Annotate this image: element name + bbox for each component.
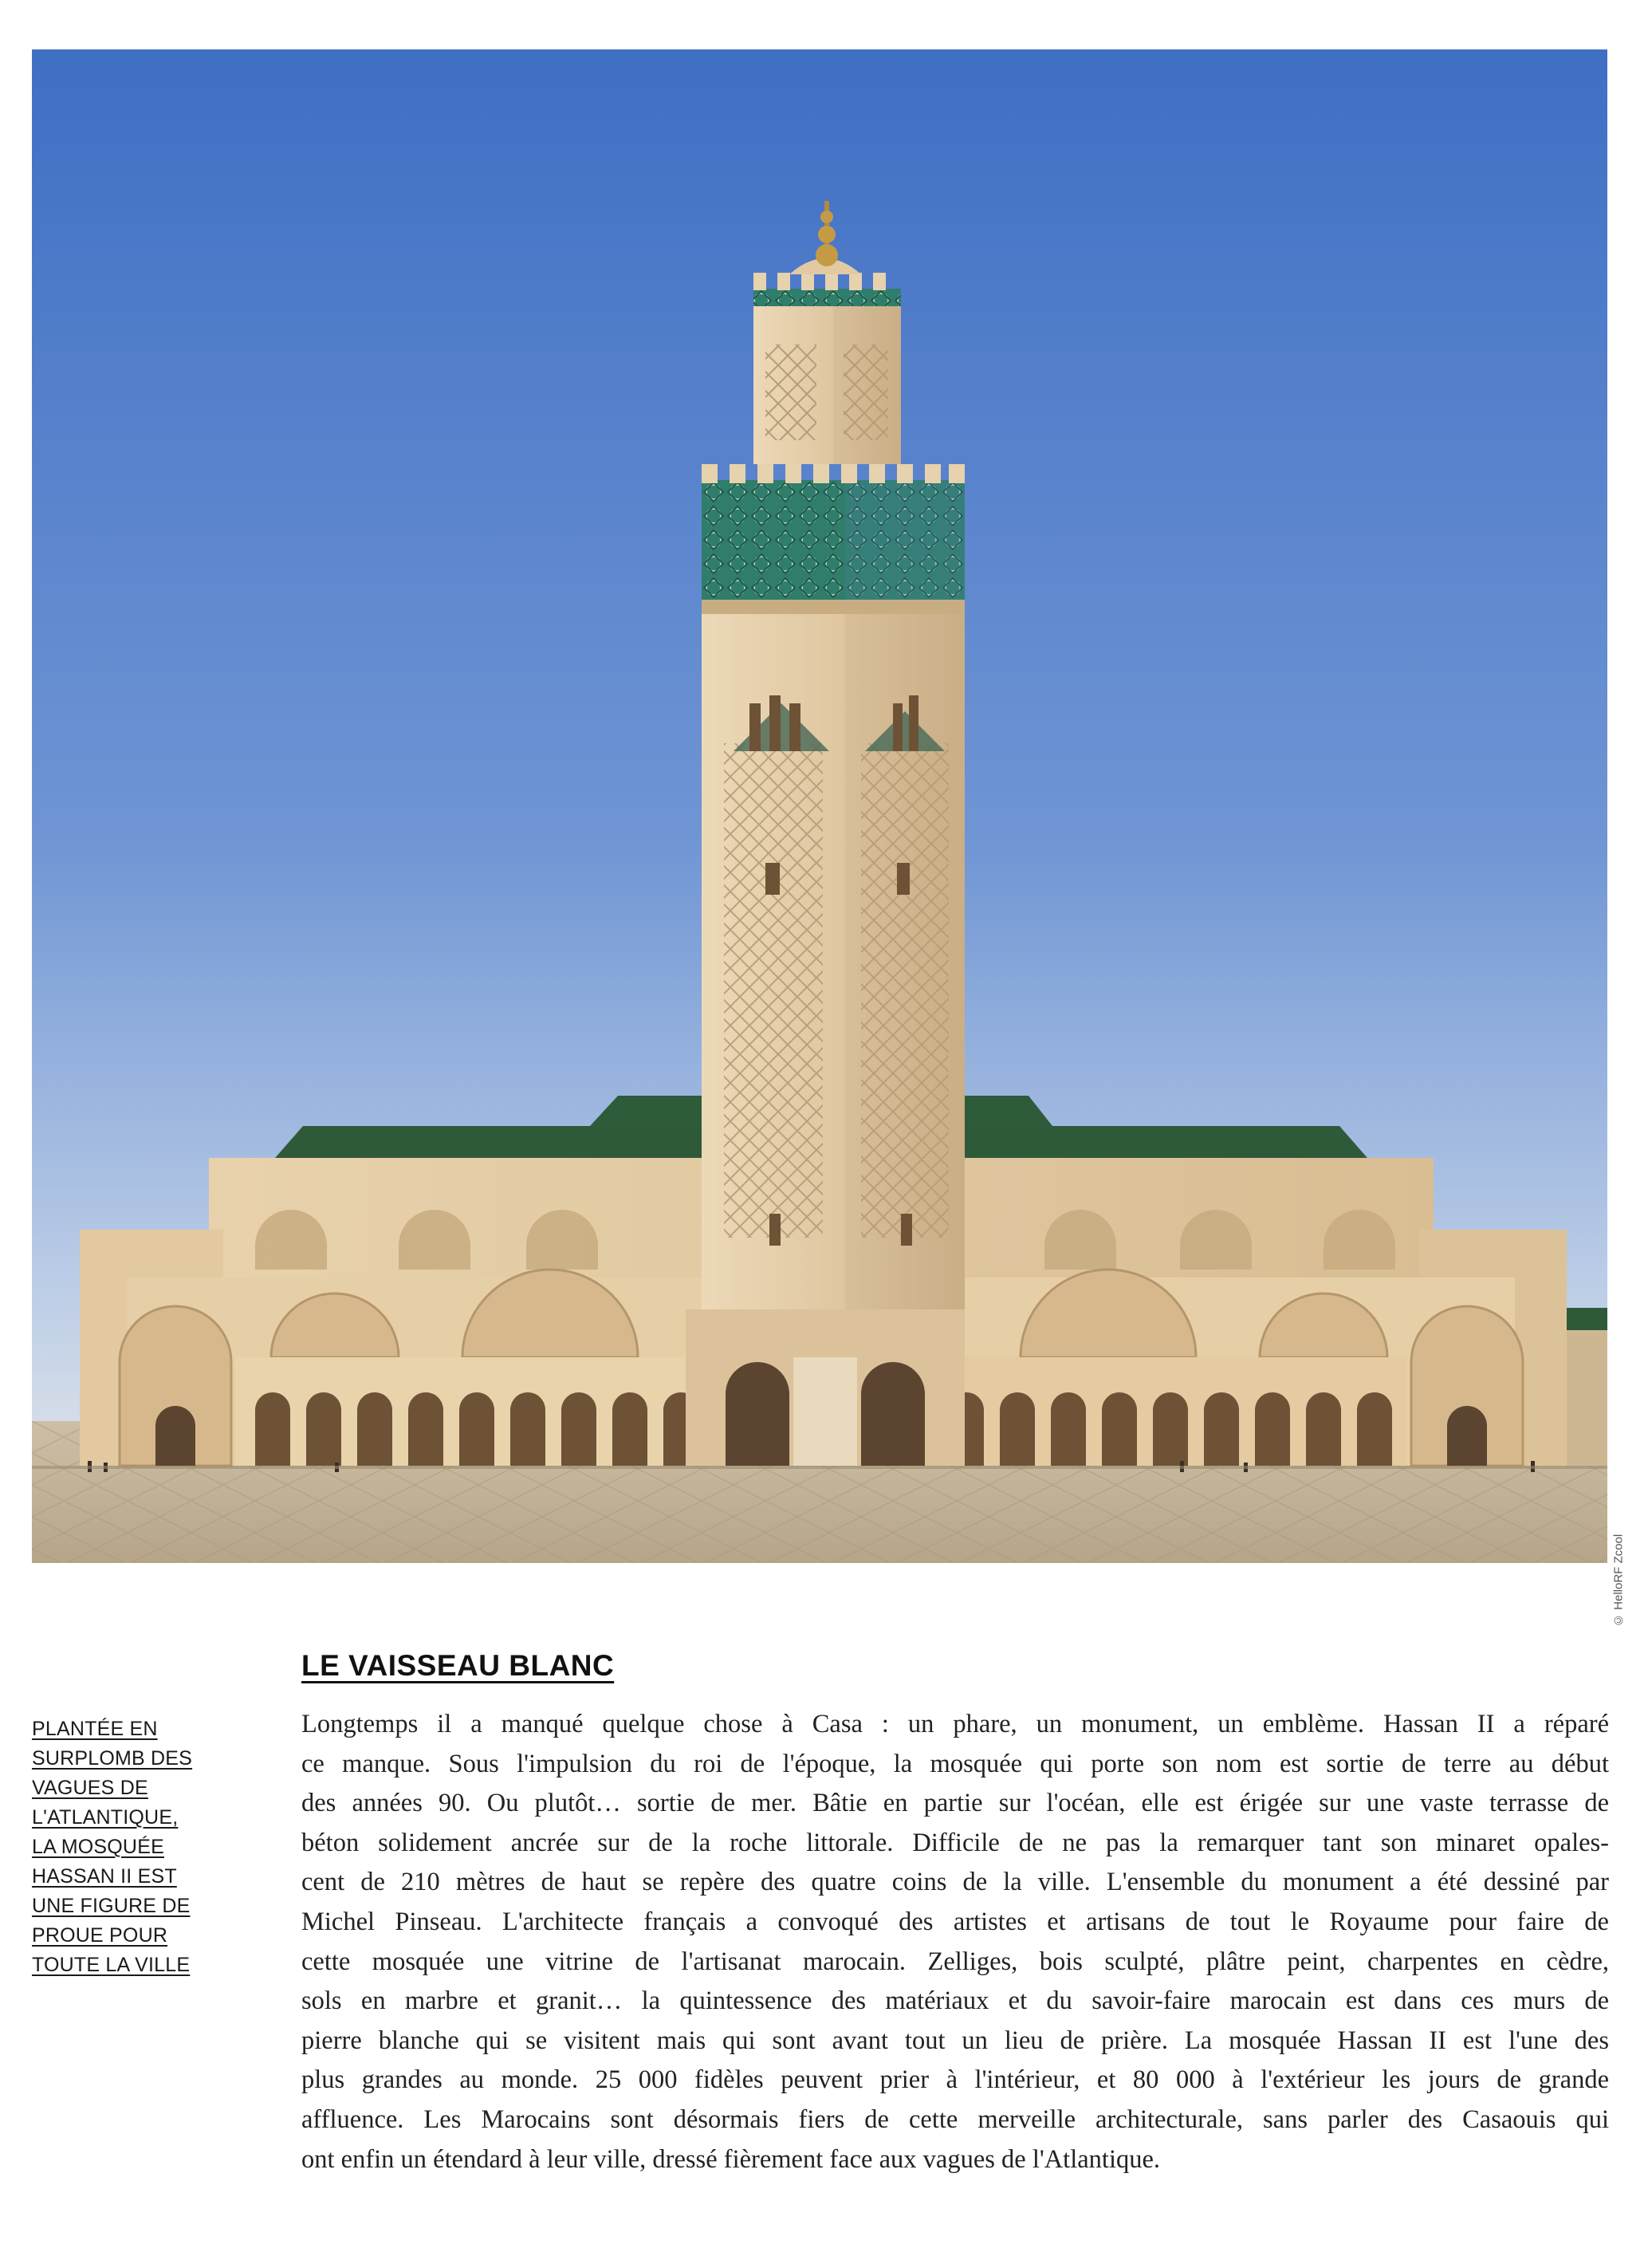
body-line: ce manque. Sous l'impulsion du roi de l'époque, la mosquée qui porte son nom est sortie de terre au début (301, 1749, 1609, 1778)
body-line: Longtemps il a manqué quelque chose à Casa : un phare, un monument, un emblème. Hassan II a réparé (301, 1710, 1609, 1738)
caption-line: PLANTÉE EN (32, 1718, 158, 1740)
body-line: sols en marbre et granit… la quintessence des matériaux et du savoir-faire marocain est dans ces murs de (301, 1986, 1609, 2016)
article-headline: LE VAISSEAU BLANC (301, 1649, 615, 1682)
body-line: affluence. Les Marocains sont désormais fiers de cette merveille architecturale, sans parler des Casaouis qui (301, 2104, 1609, 2134)
body-line: des années 90. Ou plutôt… sortie de mer. Bâtie en partie sur l'océan, elle est érigée sur une vaste terrasse de (301, 1789, 1609, 1818)
mosque-photo (32, 49, 1607, 1563)
caption-line: HASSAN II EST (32, 1865, 177, 1888)
sidebar-caption (32, 1715, 207, 1980)
photo-credit: © HelloRF Zcool (1611, 1533, 1626, 1627)
body-line: ont enfin un étendard à leur ville, dressé fièrement face aux vagues de l'Atlantique. (301, 2144, 1161, 2174)
caption-line: SURPLOMB DES (32, 1747, 193, 1770)
article-body (301, 1705, 1609, 2179)
caption-line: UNE FIGURE DE (32, 1895, 191, 1917)
body-line: pierre blanche qui se visitent mais qui sont avant tout un lieu de prière. La mosquée Hassan II est l'une des (301, 2026, 1609, 2055)
body-line: cent de 210 mètres de haut se repère des quatre coins de la ville. L'ensemble du monument a été dessiné par (301, 1868, 1609, 1897)
body-line: béton solidement ancrée sur de la roche littorale. Difficile de ne pas la remarquer tant son minaret opales- (301, 1828, 1609, 1857)
caption-line: VAGUES DE (32, 1777, 148, 1799)
body-line: cette mosquée une vitrine de l'artisanat marocain. Zelliges, bois sculpté, plâtre peint, charpentes en cèdre, (301, 1947, 1609, 1976)
caption-line: LA MOSQUÉE (32, 1836, 164, 1858)
body-line: plus grandes au monde. 25 000 fidèles peuvent prier à l'intérieur, et 80 000 à l'extérieur les jours de grande (301, 2065, 1609, 2095)
caption-line: L'ATLANTIQUE, (32, 1806, 179, 1829)
caption-line: PROUE POUR (32, 1924, 168, 1947)
caption-line: TOUTE LA VILLE (32, 1954, 191, 1976)
body-line: Michel Pinseau. L'architecte français a convoqué des artistes et artisans de tout le Royaume pour faire de (301, 1907, 1609, 1936)
